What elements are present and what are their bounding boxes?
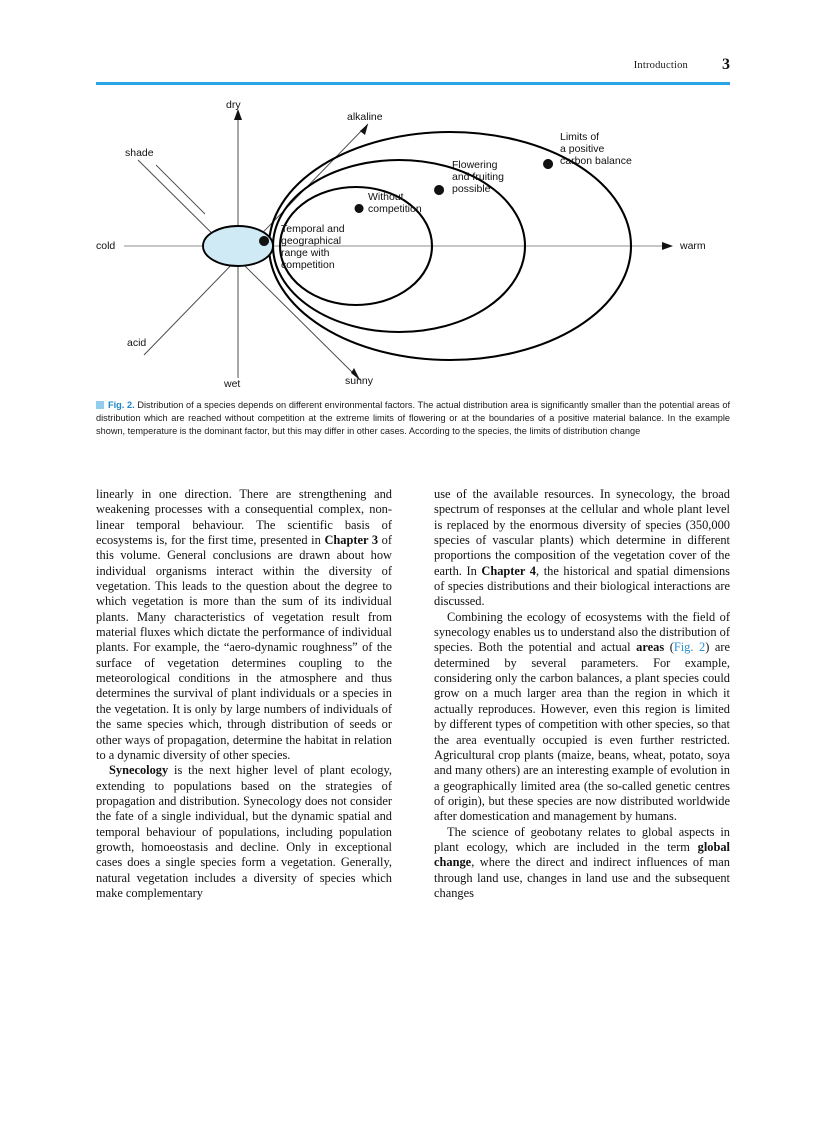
caption-label: Fig. 2. [108, 400, 135, 410]
figure-cross-reference[interactable]: Fig. 2 [673, 640, 706, 655]
right-p2-part-a: Combining the ecology of ecosystems with the field of synecology enables us to understand also the distribution of species. Both the potential and actual [434, 609, 730, 655]
label-shade: shade [125, 147, 154, 159]
right-paragraph-2 [434, 610, 730, 825]
body-columns [96, 487, 730, 1047]
running-head-title: Introduction [633, 60, 688, 71]
right-p1-chapter-ref: Chapter 4 [481, 563, 536, 578]
label-sunny: sunny [345, 375, 374, 387]
label-actual-range-line4: competition [281, 259, 335, 271]
page-number: 3 [722, 56, 730, 73]
right-paragraph-3 [434, 825, 730, 902]
right-p1-part-a: use of the available resources. In synecology, the broad spectrum of responses at the cellular and whole plant level is replaced by the enormous diversity of species (350,000 species of vascular plants) which determine in different proportions the composition of the vegetation cover of the earth. In [434, 487, 730, 578]
left-paragraph-1 [96, 487, 392, 763]
figure-caption [96, 399, 730, 439]
label-warm: warm [680, 240, 706, 252]
label-actual-range-line1: Temporal and [281, 223, 345, 235]
figure-2 [96, 90, 730, 395]
left-text-column [96, 487, 392, 1047]
label-cold: cold [96, 240, 116, 252]
label-acid: acid [127, 337, 147, 349]
label-without-competition-line2: competition [368, 203, 422, 215]
right-paragraph-1 [434, 487, 730, 610]
label-actual-range-line2: geographical [281, 235, 342, 247]
leader-shade [156, 165, 205, 214]
left-p1-chapter-ref: Chapter 3 [324, 533, 379, 548]
label-alkaline: alkaline [347, 111, 383, 123]
alkaline-arrowhead [360, 124, 368, 135]
left-p1-part-b: of this volume. General conclusions are drawn about how individual organisms interact within the diversity of vegetation. This leads to the question about the degree to which vegetation is more than the sum of its individual plants. Many characteristics of vegetation result from material fluxes which dictate the performance of individual plants. For example, the “aero-dynamic roughness” of the surface of vegetation determines coupling to the meteorological conditions in the atmosphere and thus determines the survival of plant individuals or a species in the vegetation. It is only by large numbers of individuals of the same species which, through distribution of seeds or other ways of propagation, determine the habitat in relation to a dynamic diversity of other species. [96, 533, 393, 762]
warm-arrowhead [662, 242, 673, 250]
left-p2-part-a: is the next higher level of plant ecology, extending to populations based on the strategies of propagation and distribution. Synecology does not consider the fate of a single individual, but the dynamic spatial and temporal behaviour of populations, including population growth, homoeostasis and decline. Only in exceptional cases does a single species form a vegetation. Generally, natural vegetation includes a diversity of species which make complementary [96, 763, 392, 900]
left-paragraph-2 [96, 763, 392, 901]
header-rule [96, 82, 730, 85]
label-without-competition-line1: Without [368, 191, 404, 203]
right-p2-part-b: ( [664, 640, 674, 655]
label-carbon-balance-line1: Limits of [560, 131, 600, 143]
label-dry: dry [226, 99, 241, 111]
right-p2-part-c: ) are determined by several parameters. For example, considering only the carbon balances, a plant species could grow on a much larger area than the region in which it actually reproduces. However, even this region is limited by different types of competition with other species, so that the area eventually occupied is even further restricted. Agricultural crop plants (maize, beans, wheat, potato, soya and many others) are an interesting example of evolution in a geographically limited area (the so-called genetic centres of origin), but these species are now distributed worldwide after domestication and management by humans. [434, 640, 730, 824]
label-flowering-line3: possible [452, 183, 491, 195]
right-p3-term: global change [434, 839, 730, 870]
caption-marker-icon [96, 401, 104, 409]
right-p1-part-b: , the historical and spatial dimensions of species distributions and their biological interactions are discussed. [434, 563, 730, 609]
marker-actual-range [259, 236, 269, 246]
caption-text: Distribution of a species depends on different environmental factors. The actual distribution area is significantly smaller than the potential areas of distribution which are reached without competition at the extreme limits of flowering or at the boundaries of a positive material balance. In the example shown, temperature is the dominant factor, but this may differ in other cases. According to the species, the limits of distribution change [96, 400, 730, 437]
left-p2-term: Synecology [109, 763, 169, 778]
right-text-column [434, 487, 730, 1047]
label-carbon-balance-line2: a positive [560, 143, 605, 155]
marker-flowering-fruiting [434, 185, 444, 195]
ellipse-actual-range [203, 226, 273, 266]
marker-carbon-balance [543, 159, 553, 169]
label-carbon-balance-line3: carbon balance [560, 155, 632, 167]
left-p1-part-a: linearly in one direction. There are strengthening and weakening processes with a consequential complex, non-linear temporal behaviour. The scientific basis of ecosystems is, for the first time, presented in [96, 487, 392, 548]
right-p3-part-b: , where the direct and indirect influences of man through land use, changes in land use and the subsequent changes [434, 855, 730, 900]
label-flowering-line1: Flowering [452, 159, 498, 171]
label-wet: wet [224, 378, 241, 390]
label-flowering-line2: and fruiting [452, 171, 504, 183]
marker-without-competition [355, 204, 364, 213]
species-distribution-diagram [96, 90, 730, 395]
label-actual-range-line3: range with [281, 247, 330, 259]
right-p2-term: areas [636, 640, 665, 655]
right-p3-part-a: The science of geobotany relates to global aspects in plant ecology, which are included in the term [434, 824, 730, 854]
